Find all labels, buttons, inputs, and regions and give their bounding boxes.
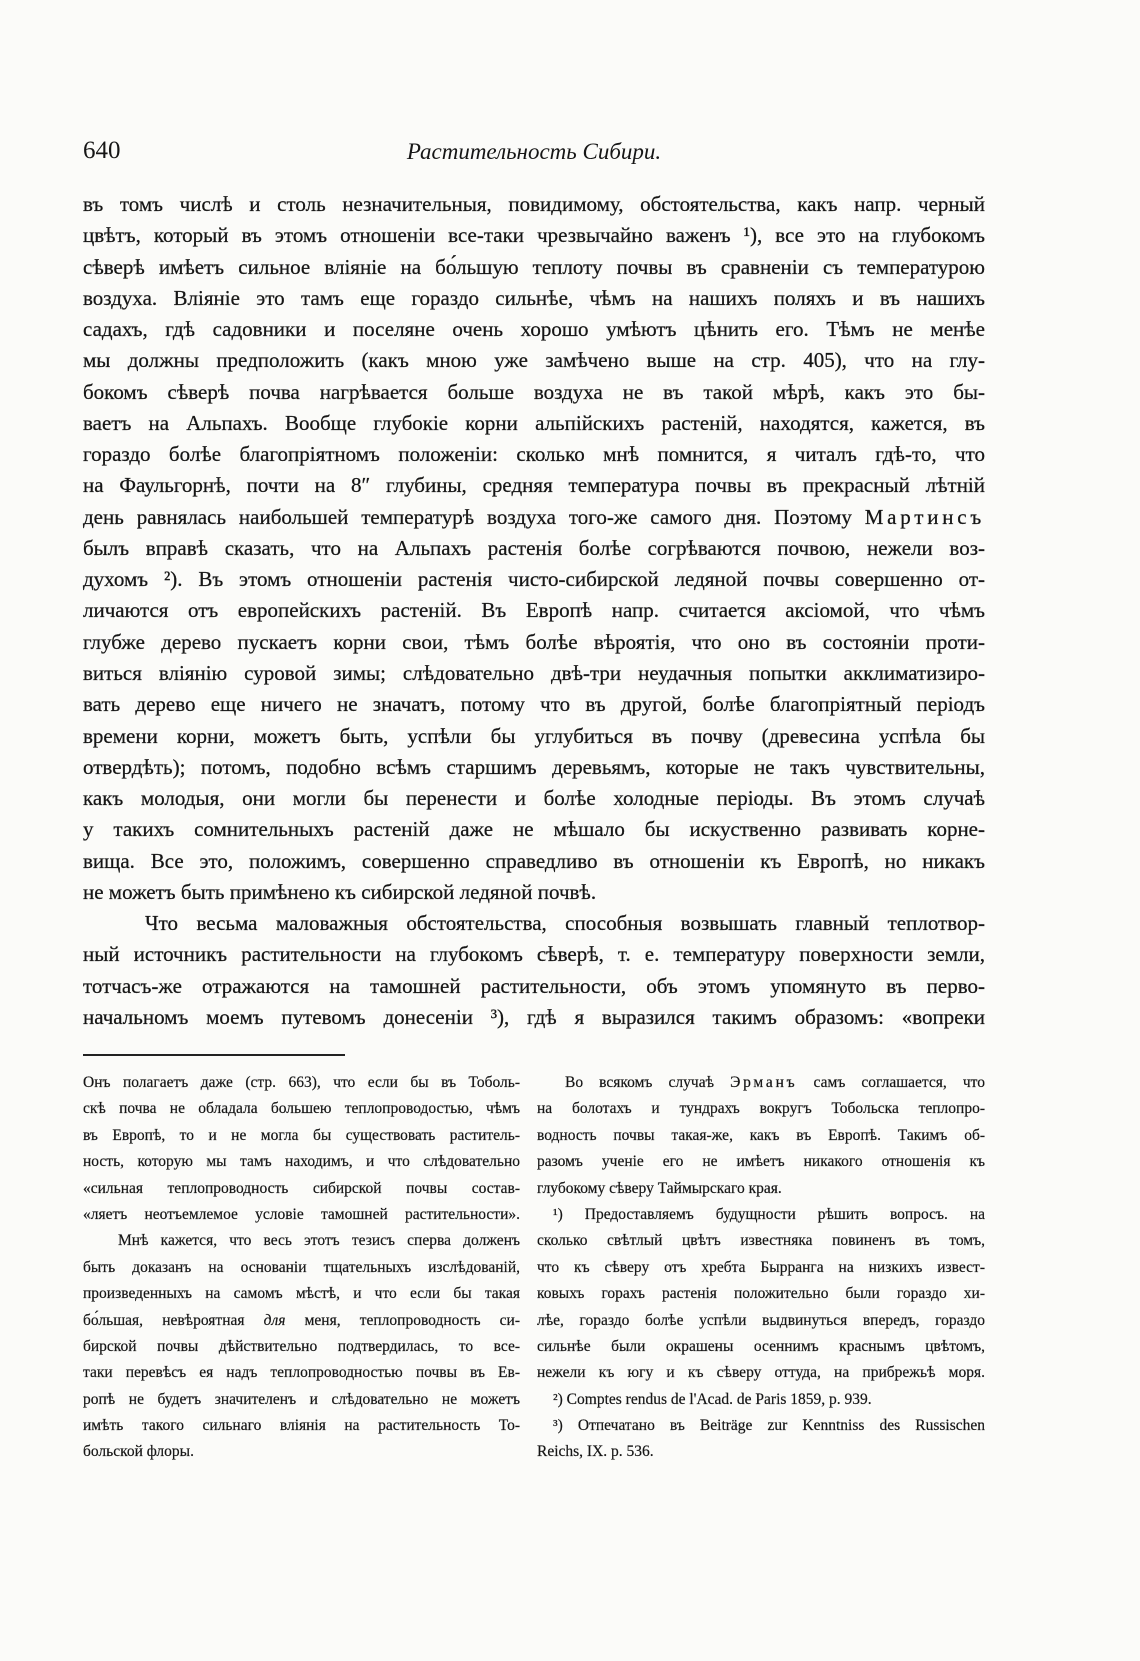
text-line: отвердѣть); потомъ, подобно всѣмъ старшимъ деревьямъ, которые не такъ чувствительны,: [83, 754, 985, 779]
text-line: вища. Все это, положимъ, совершенно справедливо въ отношеніи къ Европѣ, но никакъ: [83, 848, 985, 873]
footnote-line: больской флоры.: [83, 1443, 194, 1461]
main-text: [83, 189, 985, 1033]
paragraph: [83, 908, 985, 1033]
text-line: виться вліянію суровой зимы; слѣдовательно двѣ-три неудачныя попытки акклиматизиро-: [83, 660, 985, 685]
text-segment: самъ соглашается, что: [797, 1074, 985, 1091]
footnote-line: водность почвы такая-же, какъ въ Европѣ. Такимъ об-: [537, 1126, 985, 1144]
footnote-paragraph: [83, 1228, 520, 1466]
footnote-line: глубокому сѣверу Таймырскаго края.: [537, 1179, 782, 1197]
footnote-line: ковыхъ горахъ растенія положительно были гораздо хи-: [537, 1285, 985, 1303]
text-line: какъ молодыя, они могли бы перенести и болѣе холодные періоды. Въ этомъ случаѣ: [83, 786, 985, 811]
text-line: садахъ, гдѣ садовники и поселяне очень хорошо умѣютъ цѣнить его. Тѣмъ не менѣе: [83, 317, 985, 342]
text-line: воздуха. Вліяніе это тамъ еще гораздо сильнѣе, чѣмъ на нашихъ поляхъ и въ нашихъ: [83, 285, 985, 310]
text-line: времени корни, можетъ быть, успѣли бы углубиться въ почву (древесина успѣла бы: [83, 723, 985, 748]
text-line: Что весьма маловажныя обстоятельства, способныя возвышать главный теплотвор-: [145, 911, 985, 936]
footnote-line: скѣ почва не обладала большею теплопроводостью, чѣмъ: [83, 1100, 520, 1118]
text-segment: меня, теплопроводность си-: [285, 1311, 520, 1329]
footnote-line: Reichs, IX. p. 536.: [537, 1443, 654, 1461]
text-line: [83, 502, 985, 533]
footnote-line: «сильная теплопроводность сибирской почвы состав-: [83, 1179, 520, 1197]
text-line: у такихъ сомнительныхъ растеній даже не мѣшало бы искуственно развивать корне-: [83, 817, 985, 842]
footnote-1: [537, 1202, 985, 1387]
footnote-line: бирской почвы дѣйствительно подтвердилась, то все-: [83, 1337, 520, 1355]
footnote-column-left: [83, 1070, 520, 1466]
footnote-line: [537, 1070, 985, 1096]
footnote-line: сильнѣе были окрашены осеннимъ краснымъ цвѣтомъ,: [537, 1337, 985, 1355]
footnote-line: имѣть такого сильнаго вліянія на растительность То-: [83, 1417, 520, 1435]
footnote-line: ропѣ не будетъ значителенъ и слѣдовательно не можетъ: [83, 1390, 520, 1408]
text-line: ный источникъ растительности на глубокомъ сѣверѣ, т. е. температуру поверхности земли,: [83, 942, 985, 967]
text-line: вать дерево еще ничего не значатъ, потому что въ другой, болѣе благопріятный періодъ: [83, 692, 985, 717]
footnote-line: ²) Comptes rendus de l'Acad. de Paris 1859, p. 939.: [553, 1390, 872, 1408]
footnote-line: ность, которую мы тамъ находимъ, и что слѣдовательно: [83, 1153, 520, 1171]
text-line: на Фаульгорнѣ, почти на 8″ глубины, средняя температура почвы въ прекрасный лѣтній: [83, 473, 985, 498]
footnote-line: Онъ полагаетъ даже (стр. 663), что если бы въ Тоболь-: [83, 1074, 520, 1091]
footnote-line: ¹) Предоставляемъ будущности рѣшить вопросъ. на: [553, 1205, 985, 1223]
text-line: духомъ ²). Въ этомъ отношеніи растенія чисто-сибирской ледяной почвы совершенно от-: [83, 567, 985, 592]
footnote-paragraph: [537, 1070, 985, 1202]
footnote-paragraph: [83, 1070, 520, 1228]
footnote-line: что къ сѣверу отъ хребта Бырранга на низкихъ извест-: [537, 1258, 985, 1276]
page-number: 640: [83, 137, 121, 164]
footnote-line: таки перевѣсъ ея надъ теплопроводностью почвы въ Ев-: [83, 1364, 520, 1382]
text-line: личаются отъ европейскихъ растеній. Въ Европѣ напр. считается аксіомой, что чѣмъ: [83, 598, 985, 623]
text-line: не можетъ быть примѣнено къ сибирской ледяной почвѣ.: [83, 879, 597, 904]
text-line: ваетъ на Альпахъ. Вообще глубокіе корни альпійскихъ растеній, находятся, кажется, въ: [83, 410, 985, 435]
footnote-rule: [83, 1054, 345, 1056]
footnote-line: быть доказанъ на основаніи тщательныхъ изслѣдованій,: [83, 1258, 520, 1276]
footnote-line: Мнѣ кажется, что весь этотъ тезисъ сперва долженъ: [118, 1232, 520, 1250]
emphasized-name: Мартинсъ: [864, 504, 985, 529]
text-line: въ томъ числѣ и столь незначительныя, повидимому, обстоятельства, какъ напр. черный: [83, 192, 985, 216]
footnote-line: нежели къ югу и къ сѣверу оттуда, на прибрежьѣ моря.: [537, 1364, 985, 1382]
text-line: цвѣтъ, который въ этомъ отношеніи все-таки чрезвычайно важенъ ¹), все это на глубокомъ: [83, 223, 985, 248]
running-title: Растительность Сибири.: [406, 139, 662, 164]
footnote-line: произведенныхъ на самомъ мѣстѣ, и что если бы такая: [83, 1285, 520, 1303]
footnote-line: разомъ ученіе его не имѣетъ никакого отношенія къ: [537, 1153, 985, 1171]
footnote-line: [83, 1308, 520, 1334]
footnote-column-right: [537, 1070, 985, 1466]
text-line: начальномъ моемъ путевомъ донесеніи ³), гдѣ я выразился такимъ образомъ: «вопреки: [83, 1004, 985, 1029]
text-line: мы должны предположить (какъ мною уже замѣчено выше на стр. 405), что на глу-: [83, 348, 985, 373]
text-segment: бо́льшая, невѣроятная: [83, 1311, 264, 1329]
text-line: глубже дерево пускаетъ корни свои, тѣмъ болѣе вѣроятія, что оно въ состояніи проти-: [83, 629, 985, 654]
paragraph: [83, 189, 985, 908]
footnote-line: на болотахъ и тундрахъ вокругъ Тобольска теплопро-: [537, 1100, 985, 1118]
text-line: бокомъ сѣверѣ почва нагрѣвается больше воздуха не въ такой мѣрѣ, какъ это бы-: [83, 379, 985, 404]
footnote-line: «ляетъ неотъемлемое условіе тамошней растительности».: [83, 1205, 520, 1223]
footnote-line: сколько свѣтлый цвѣтъ известняка повиненъ въ томъ,: [537, 1232, 985, 1250]
italic-word: для: [263, 1311, 286, 1329]
text-segment: Во всякомъ случаѣ: [565, 1074, 731, 1091]
text-line: гораздо болѣе благопріятномъ положеніи: сколько мнѣ помнится, я читалъ гдѣ-то, что: [83, 442, 985, 467]
footnote-line: ³) Отпечатано въ Beiträge zur Kenntniss des Russischen: [553, 1417, 985, 1435]
text-line: былъ вправѣ сказать, что на Альпахъ растенія болѣе согрѣваются почвою, нежели воз-: [83, 535, 985, 560]
text-segment: день равнялась наибольшей температурѣ воздуха того-же самого дня. Поэтому: [83, 504, 865, 529]
text-line: сѣверѣ имѣетъ сильное вліяніе на бо́льшую теплоту почвы въ сравненіи съ температурою: [83, 254, 985, 279]
footnote-2: [537, 1387, 985, 1413]
footnote-3: [537, 1413, 985, 1466]
footnote-line: лѣе, гораздо болѣе успѣли выдвинуться впередъ, гораздо: [537, 1311, 985, 1329]
footnote-line: въ Европѣ, то и не могла бы существовать раститель-: [83, 1126, 520, 1144]
emphasized-name: Эрманъ: [730, 1074, 798, 1091]
text-line: тотчасъ-же отражаются на тамошней растительности, объ этомъ упомянуто въ перво-: [83, 973, 985, 998]
